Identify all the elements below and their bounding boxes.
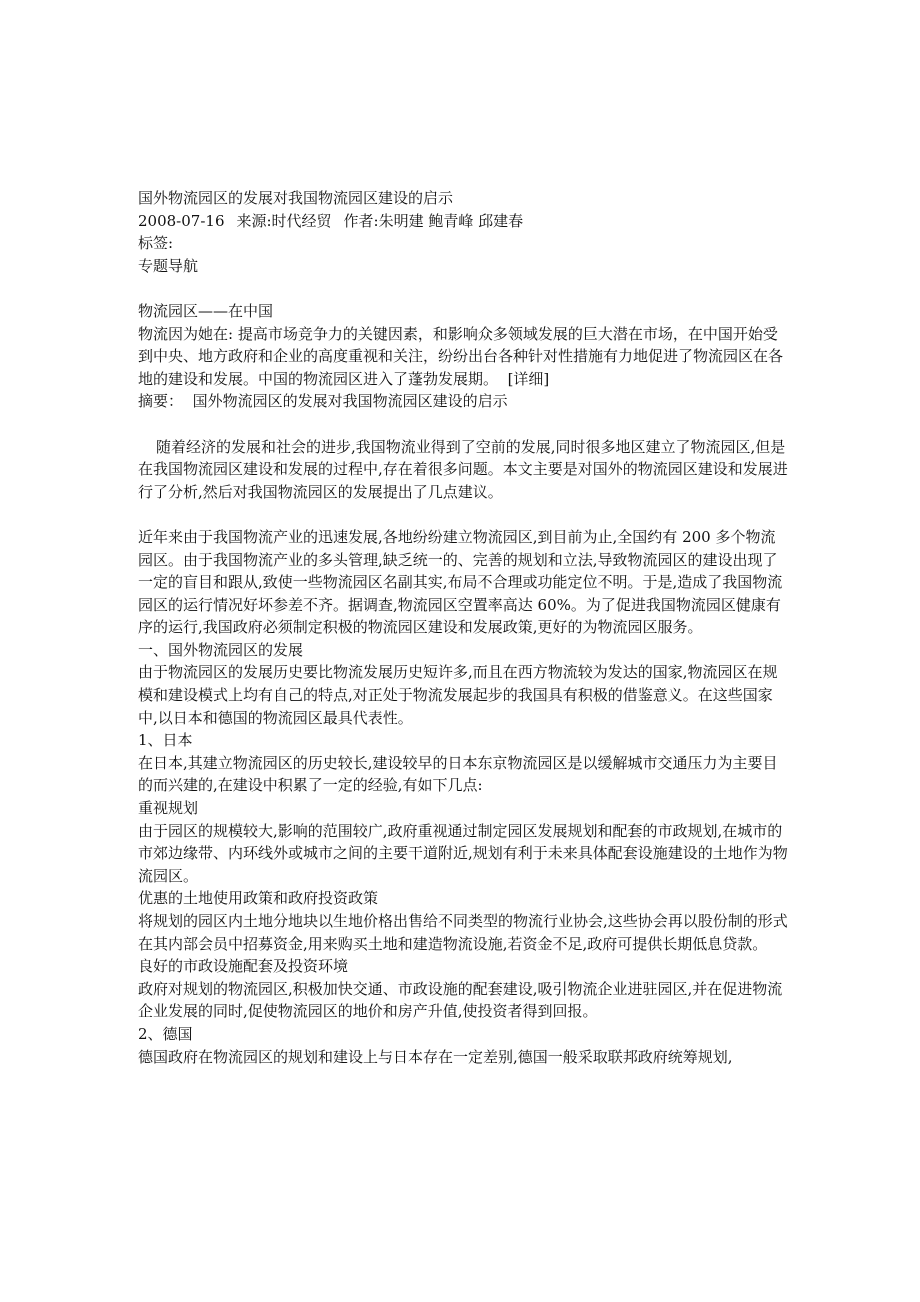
spacer bbox=[138, 413, 788, 436]
summary-text: 国外物流园区的发展对我国物流园区建设的启示 bbox=[192, 392, 508, 411]
germany-paragraph: 德国政府在物流园区的规划和建设上与日本存在一定差别,德国一般采取联邦政府统筹规划, bbox=[138, 1047, 733, 1066]
section1-heading: 一、国外物流园区的发展 bbox=[138, 640, 304, 659]
topic-nav-link[interactable]: 专题导航 bbox=[138, 256, 199, 275]
japan-point-paragraph: 由于园区的规模较大,影响的范围较广,政府重视通过制定园区发展规划和配套的市政规划,在城市的市郊边缘带、内环线外或城市之间的主要干道附近,规划有利于未来具体配套设施建设的土地作为物流园区。 bbox=[138, 821, 788, 885]
feature-body bbox=[138, 323, 788, 391]
feature-text: 物流因为她在: 提高市场竞争力的关键因素，和影响众多领域发展的巨大潜在市场，在中国开始受到中央、地方政府和企业的高度重视和关注，纷纷出台各种针对性措施有力地促进了物流园区在各地的建设和发展。中国的物流园区进入了蓬勃发展期。 bbox=[138, 324, 784, 388]
japan-point-heading: 重视规划 bbox=[138, 799, 199, 818]
germany-heading: 2、德国 bbox=[138, 1024, 193, 1043]
article-authors: 作者:朱明建 鲍青峰 邱建春 bbox=[343, 211, 524, 230]
article-source: 来源:时代经贸 bbox=[236, 211, 332, 230]
detail-link[interactable]: [详细] bbox=[507, 369, 550, 388]
spacer bbox=[138, 277, 788, 300]
summary-label: 摘要： bbox=[138, 392, 184, 411]
japan-heading: 1、日本 bbox=[138, 731, 193, 750]
tags-label: 标签: bbox=[138, 234, 174, 253]
article-title: 国外物流园区的发展对我国物流园区建设的启示 bbox=[138, 189, 454, 207]
japan-paragraph: 在日本,其建立物流园区的历史较长,建设较早的日本东京物流园区是以缓解城市交通压力为主要目的而兴建的,在建设中积累了一定的经验,有如下几点: bbox=[138, 753, 778, 795]
japan-point-paragraph: 政府对规划的物流园区,积极加快交通、市政设施的配套建设,吸引物流企业进驻园区,并在促进物流企业发展的同时,促使物流园区的地价和房产升值,使投资者得到回报。 bbox=[138, 979, 783, 1021]
document-page bbox=[138, 187, 788, 1068]
abstract-paragraph: 随着经济的发展和社会的进步,我国物流业得到了空前的发展,同时很多地区建立了物流园区,但是在我国物流园区建设和发展的过程中,存在着很多问题。本文主要是对国外的物流园区建设和发展进行了分析,然后对我国物流园区的发展提出了几点建议。 bbox=[138, 437, 788, 501]
japan-point-heading: 优惠的土地使用政策和政府投资政策 bbox=[138, 889, 379, 908]
spacer bbox=[138, 503, 788, 526]
intro-paragraph: 近年来由于我国物流产业的迅速发展,各地纷纷建立物流园区,到目前为止,全国约有 200 多个物流园区。由于我国物流产业的多头管理,缺乏统一的、完善的规划和立法,导致物流园区的建设出现了一定的盲目和跟从,致使一些物流园区名副其实,布局不合理或功能定位不明。于是,造成了我国物流园区的运行情况好坏参差不齐。据调查,物流园区空置率高达 60%。为了促进我国物流园区健康有序的运行,我国政府必须制定积极的物流园区建设和发展政策,更好的为物流园区服务。 bbox=[138, 527, 783, 637]
article-meta bbox=[138, 210, 788, 233]
japan-point-paragraph: 将规划的园区内土地分地块以生地价格出售给不同类型的物流行业协会,这些协会再以股份制的形式在其内部会员中招募资金,用来购买土地和建造物流设施,若资金不足,政府可提供长期低息贷款。 bbox=[138, 912, 788, 953]
summary-line bbox=[138, 390, 788, 413]
feature-heading: 物流园区——在中国 bbox=[138, 301, 274, 320]
section1-paragraph: 由于物流园区的发展历史要比物流发展历史短许多,而且在西方物流较为发达的国家,物流园区在规模和建设模式上均有自己的特点,对正处于物流发展起步的我国具有积极的借鉴意义。在这些国家中,以日本和德国的物流园区最具代表性。 bbox=[138, 663, 778, 727]
japan-point-heading: 良好的市政设施配套及投资环境 bbox=[138, 957, 349, 976]
article-date: 2008-07-16 bbox=[138, 211, 225, 230]
